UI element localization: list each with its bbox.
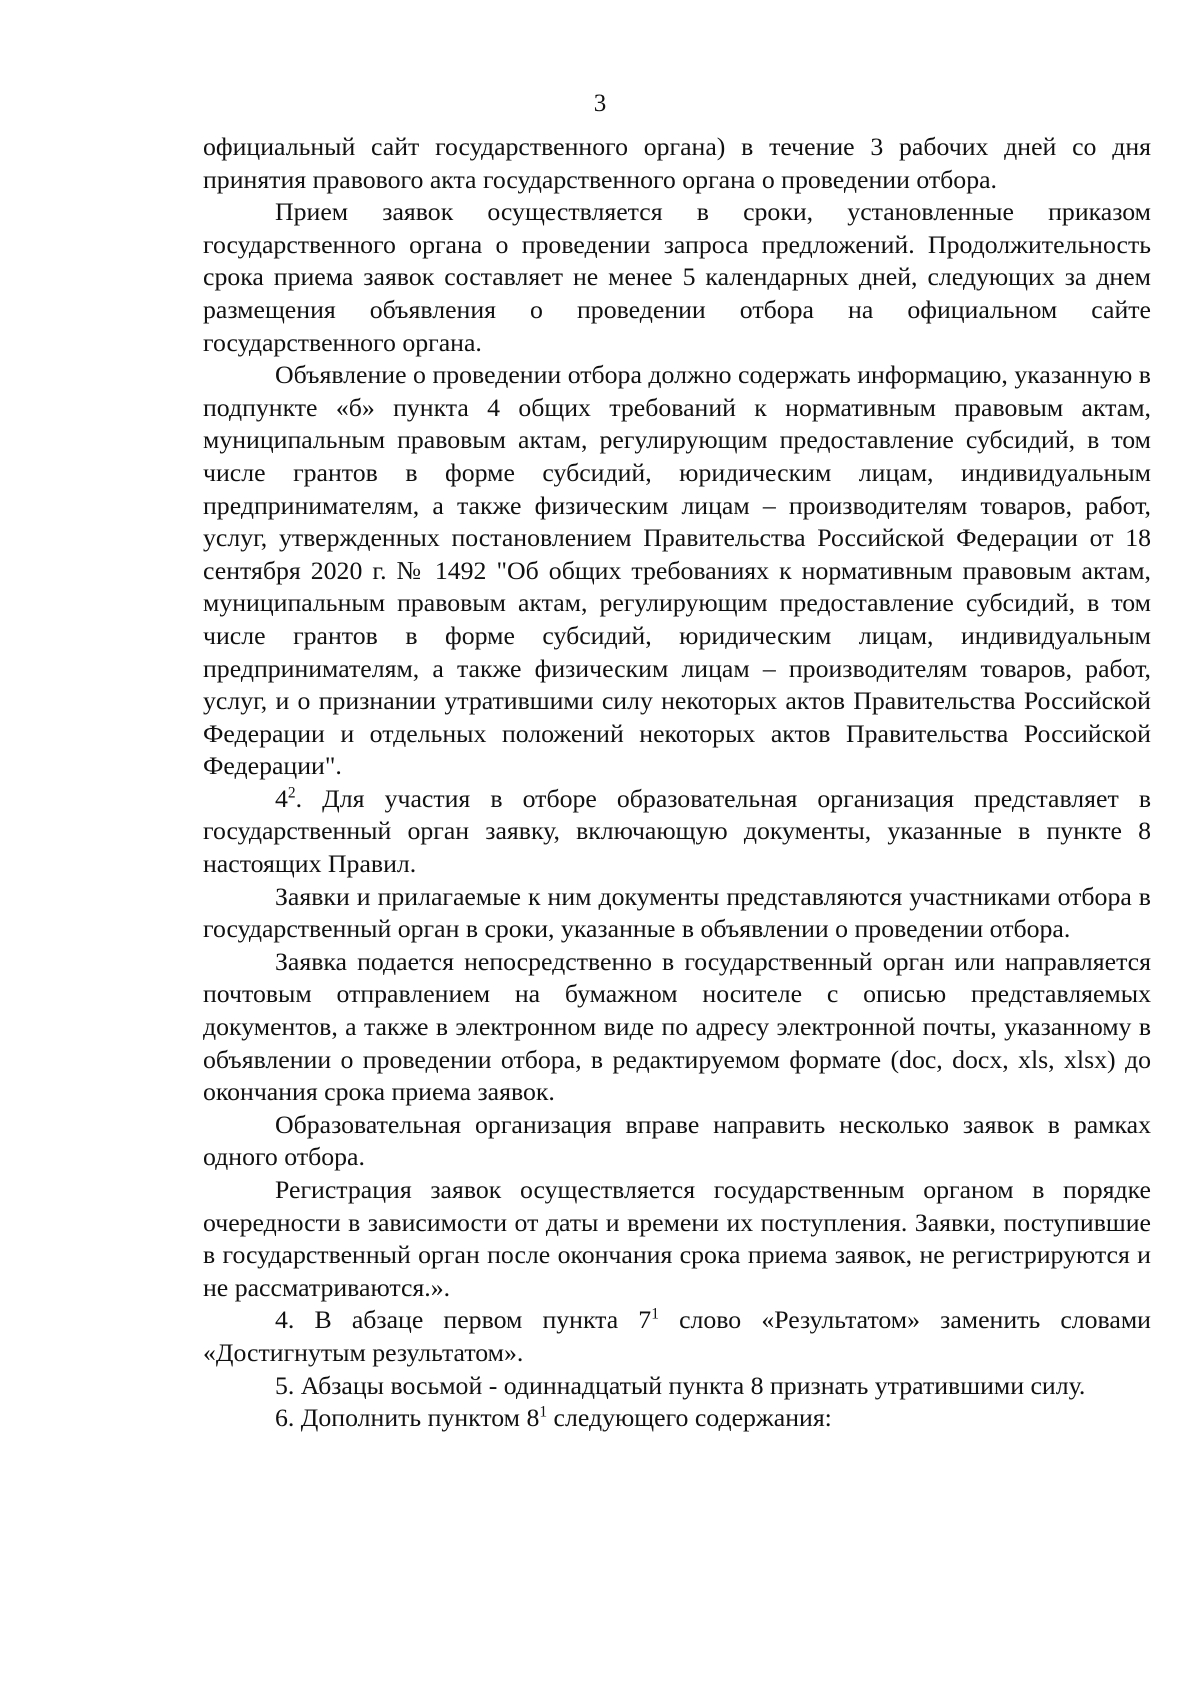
- paragraph-item-4: [203, 1304, 1151, 1369]
- paragraph-multiple-applications: Образовательная организация вправе направить несколько заявок в рамках одного отбора.: [203, 1109, 1151, 1172]
- paragraph-application-terms: Прием заявок осуществляется в сроки, установленные приказом государственного органа о проведении запроса предложений. Продолжительность срока приема заявок составляет не менее 5 календарных дней, следующих за днем размещения объявления о проведении отбора на официальном сайте государственного органа.: [203, 197, 1151, 357]
- paragraph-announcement-content: Объявление о проведении отбора должно содержать информацию, указанную в подпункте «б» пункта 4 общих требований к нормативным правовым актам, муниципальным правовым актам, регулирующим предоставление субсидий, в том числе грантов в форме субсидий, юридическим лицам, индивидуальным предпринимателям, а также физическим лицам – производителям товаров, работ, услуг, утвержденных постановлением Правительства Российской Федерации от 18 сентября 2020 г. № 1492 "Об общих требованиях к нормативным правовым актам, муниципальным правовым актам, регулирующим предоставление субсидий, в том числе грантов в форме субсидий, юридическим лицам, индивидуальным предпринимателям, а также физическим лицам – производителям товаров, работ, услуг, и о признании утратившими силу некоторых актов Правительства Российской Федерации и отдельных положений некоторых актов Правительства Российской Федерации".: [203, 360, 1151, 781]
- point-number: 4: [275, 783, 288, 813]
- point-superscript: 2: [287, 784, 296, 802]
- paragraph-registration: Регистрация заявок осуществляется государственным органом в порядке очередности в зависимости от даты и времени их поступления. Заявки, поступившие в государственный орган после окончания срока приема заявок, не регистрируются и не рассматриваются.».: [203, 1175, 1151, 1302]
- item-text-start: 4. В абзаце первом пункта 7: [275, 1305, 652, 1335]
- paragraph-item-6: [203, 1402, 1151, 1435]
- item-superscript: 1: [651, 1305, 659, 1323]
- paragraph-documents-submission: Заявки и прилагаемые к ним документы представляются участниками отбора в государственный орган в сроки, указанные в объявлении о проведении отбора.: [203, 881, 1151, 944]
- page-number: 3: [593, 90, 607, 117]
- item-text-end: следующего содержания:: [547, 1403, 832, 1433]
- item-text-start: 6. Дополнить пунктом 8: [275, 1403, 540, 1433]
- paragraph-item-5: 5. Абзацы восьмой - одиннадцатый пункта 8 признать утратившими силу.: [275, 1370, 1086, 1400]
- paragraph-submission-method: Заявка подается непосредственно в государственный орган или направляется почтовым отправлением на бумажном носителе с описью представляемых документов, а также в электронном виде по адресу электронной почты, указанному в объявлении о проведении отбора, в редактируемом формате (doc, docx, xls, xlsx) до окончания срока приема заявок.: [203, 946, 1151, 1107]
- item-superscript: 1: [539, 1403, 548, 1421]
- point-text: . Для участия в отборе образовательная организация представляет в государственный орган заявку, включающую документы, указанные в пункте 8 настоящих Правил.: [203, 783, 1151, 879]
- document-body: [203, 131, 1151, 1435]
- paragraph-point-4-2: [203, 783, 1151, 881]
- item-text-end: слово «Результатом» заменить словами «Достигнутым результатом».: [203, 1305, 1151, 1367]
- paragraph-continuation: официальный сайт государственного органа) в течение 3 рабочих дней со дня принятия правового акта государственного органа о проведении отбора.: [203, 132, 1151, 194]
